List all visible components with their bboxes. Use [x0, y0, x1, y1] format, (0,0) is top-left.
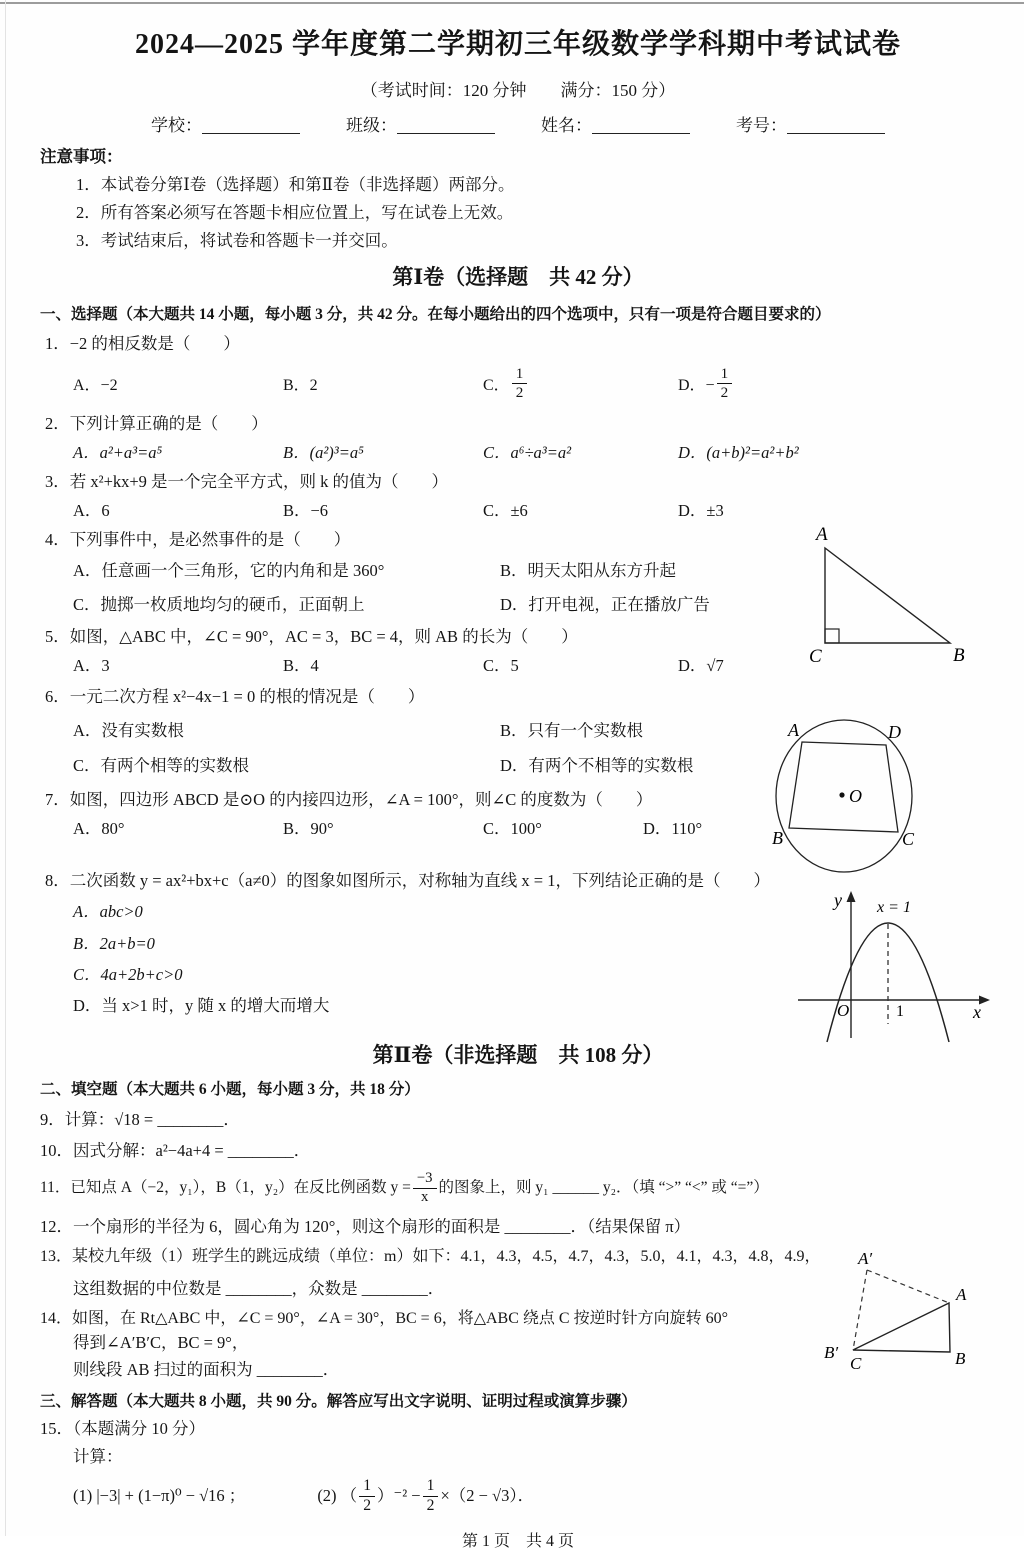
center-point-o	[839, 792, 844, 797]
q1-option-d-fraction: $\frac{1}{2}$	[717, 366, 733, 401]
q1-option-d	[678, 366, 996, 401]
q15-formula-2-p2: ）⁻² −	[377, 1486, 421, 1505]
notice-item-1: 1．本试卷分第Ⅰ卷（选择题）和第Ⅱ卷（非选择题）两部分。	[76, 175, 515, 194]
q2-options	[40, 442, 996, 464]
triangle-abc-outline	[853, 1303, 950, 1352]
exam-no-label: 考号：	[736, 116, 787, 135]
q8-parabola-figure	[790, 888, 1010, 1046]
q13-stem-line2: 这组数据的中位数是 ________，众数是 ________．	[73, 1279, 445, 1298]
q3-stem: 3．若 x²+kx+9 是一个完全平方式，则 k 的值为（ ）	[45, 472, 449, 491]
symmetry-axis-label: x = 1	[877, 899, 911, 916]
q4-option-b: B．明天太阳从东方升起	[500, 561, 677, 580]
origin-label: O	[837, 1001, 850, 1020]
vertex-label-c: C	[902, 829, 915, 849]
vertex-label-a-prime: A′	[858, 1249, 873, 1268]
vertex-label-a: A	[956, 1285, 967, 1304]
y-axis-label: y	[834, 890, 842, 910]
q8-option-d: D．当 x>1 时，y 随 x 的增大而增大	[73, 996, 330, 1015]
q2-option-c: C．a⁶÷a³=a²	[483, 443, 572, 462]
q3-option-d: D．±3	[678, 501, 724, 520]
y-axis-arrow	[847, 891, 856, 902]
q1-stem: 1．−2 的相反数是（ ）	[45, 334, 240, 353]
q7-option-d: D．110°	[643, 819, 703, 838]
q7-option-a: A．80°	[73, 819, 125, 838]
q2-stem: 2．下列计算正确的是（ ）	[45, 414, 268, 433]
name-blank	[592, 115, 690, 134]
q8-option-a: A．abc>0	[73, 902, 143, 921]
q10-stem: 10．因式分解：a²−4a+4 = ________．	[40, 1141, 311, 1160]
q15-formula-2-p1: (2) （	[317, 1486, 358, 1505]
q14-stem-line2: 得到∠A′B′C，BC = 9°，	[73, 1333, 249, 1352]
q4-option-a: A．任意画一个三角形，它的内角和是 360°	[73, 561, 385, 580]
q14-stem-line1: 14．如图，在 Rt△ABC 中，∠C = 90°，∠A = 30°，BC = 6，将△ABC 绕点 C 按逆时针方向旋转 60°	[40, 1310, 728, 1327]
q6-option-a: A．没有实数根	[73, 721, 184, 740]
q14-rotated-triangle-figure	[823, 1250, 1013, 1378]
part1-title: 第Ⅰ卷（选择题 共 42 分）	[392, 265, 644, 289]
q15-formula-2-p3: ×（2 − √3）．	[440, 1486, 535, 1505]
class-field	[346, 114, 495, 138]
q15-formulas	[40, 1472, 996, 1520]
part2-title: 第Ⅱ卷（非选择题 共 108 分）	[372, 1043, 664, 1067]
notice-title: 注意事项：	[40, 147, 123, 166]
q7-circle-quadrilateral-figure	[766, 706, 926, 878]
q1-options	[40, 357, 996, 409]
vertex-label-b-prime: B′	[824, 1343, 839, 1362]
q8-stem: 8．二次函数 y = ax²+bx+c（a≠0）的图象如图所示，对称轴为直线 x = 1，下列结论正确的是（ ）	[45, 871, 770, 890]
q5-option-d: D．√7	[678, 656, 724, 675]
notice-item-3: 3．考试结束后，将试卷和答题卡一并交回。	[76, 231, 398, 250]
vertex-label-b: B	[955, 1349, 966, 1368]
q2-option-d: D．(a+b)²=a²+b²	[678, 443, 799, 462]
vertex-label-a: A	[816, 524, 828, 545]
vertex-label-c: C	[809, 646, 822, 667]
vertex-label-d: D	[888, 722, 901, 742]
q5-option-a: A．3	[73, 656, 110, 675]
scan-artifact-left-edge	[5, 0, 6, 1536]
class-label: 班级：	[346, 116, 397, 135]
inscribed-quadrilateral-abcd	[789, 742, 898, 832]
x-tick-1-label: 1	[896, 1003, 904, 1020]
q11-stem	[40, 1166, 996, 1210]
q3-option-b: B．−6	[283, 501, 329, 520]
dashed-line-aprime-c	[853, 1270, 867, 1350]
dashed-line-aprime-a	[867, 1270, 949, 1303]
q14-stem-line3: 则线段 AB 扫过的面积为 ________．	[73, 1360, 340, 1379]
q1-option-c-fraction: $\frac{1}{2}$	[512, 366, 528, 401]
q13-stem-line1: 13．某校九年级（1）班学生的跳远成绩（单位：m）如下：4.1，4.3，4.5，4.7，4.3，5.0，4.1，4.3，4.8，4.9，	[40, 1248, 821, 1265]
q1-option-d-label: D．−	[678, 376, 715, 394]
q1-option-c	[483, 366, 678, 401]
q4-stem: 4．下列事件中，是必然事件的是（ ）	[45, 530, 351, 549]
exam-no-field	[736, 114, 885, 138]
q8-option-c: C．4a+2b+c>0	[73, 965, 183, 984]
q4-option-c: C．抛掷一枚质地均匀的硬币，正面朝上	[73, 595, 365, 614]
q6-option-d: D．有两个不相等的实数根	[500, 756, 694, 775]
q11-text-pre: 11．已知点 A（−2，y₁），B（1，y₂）在反比例函数 y =	[40, 1179, 411, 1196]
q15-formula-2-fraction-1: $\frac{1}{2}$	[359, 1478, 375, 1514]
q15-stem: 15．（本题满分 10 分）	[40, 1419, 205, 1438]
q7-option-b: B．90°	[283, 819, 334, 838]
q1-option-a: A．−2	[73, 376, 118, 394]
q2-option-b: B．(a²)³=a⁵	[283, 443, 364, 462]
q15-formula-2-fraction-2: $\frac{1}{2}$	[423, 1478, 439, 1514]
q4-option-d: D．打开电视，正在播放广告	[500, 595, 710, 614]
q8-option-b: B．2a+b=0	[73, 934, 155, 953]
section2-intro: 二、填空题（本大题共 6 小题，每小题 3 分，共 18 分）	[40, 1081, 420, 1098]
name-field	[541, 114, 690, 138]
page-number-footer: 第 1 页 共 4 页	[461, 1533, 574, 1550]
vertex-label-b: B	[772, 828, 783, 848]
section3-intro: 三、解答题（本大题共 8 小题，共 90 分。解答应写出文字说明、证明过程或演算步骤）	[40, 1393, 637, 1410]
q7-stem: 7．如图，四边形 ABCD 是⊙O 的内接四边形，∠A = 100°，则∠C 的度数为（ ）	[45, 790, 653, 809]
scan-artifact-top-line	[0, 2, 1024, 4]
vertex-label-b: B	[953, 645, 965, 666]
exam-subtitle: （考试时间：120 分钟 满分：150 分）	[360, 81, 676, 100]
q12-stem: 12．一个扇形的半径为 6，圆心角为 120°，则这个扇形的面积是 ________．（结果保留 π）	[40, 1217, 691, 1236]
q15-compute-label: 计算：	[73, 1447, 123, 1466]
student-info-row	[40, 114, 996, 138]
q6-stem: 6．一元二次方程 x²−4x−1 = 0 的根的情况是（ ）	[45, 687, 425, 706]
right-angle-mark	[825, 629, 839, 643]
q6-option-b: B．只有一个实数根	[500, 721, 644, 740]
q9-stem: 9．计算：√18 = ________．	[40, 1110, 240, 1129]
exam-no-blank	[787, 115, 885, 134]
school-blank	[202, 115, 300, 134]
q3-option-c: C．±6	[483, 501, 528, 520]
q5-option-c: C．5	[483, 656, 519, 675]
q3-option-a: A．6	[73, 501, 110, 520]
q11-fraction: $\frac{-3}{x}$	[413, 1171, 437, 1205]
vertex-label-a: A	[788, 720, 799, 740]
exam-title: 2024—2025 学年度第二学期初三年级数学学科期中考试试卷	[134, 29, 901, 60]
q7-option-c: C．100°	[483, 819, 542, 838]
q2-option-a: A．a²+a³=a⁵	[73, 443, 163, 462]
q6-option-c: C．有两个相等的实数根	[73, 756, 250, 775]
q5-stem: 5．如图，△ABC 中，∠C = 90°，AC = 3，BC = 4，则 AB 的长为（ ）	[45, 627, 578, 646]
triangle-abc-outline	[825, 548, 950, 643]
center-label-o: O	[849, 786, 862, 806]
q5-option-b: B．4	[283, 656, 319, 675]
q11-text-post: 的图象上，则 y₁ ______ y₂．（填 “>” “<” 或 “=”）	[438, 1179, 769, 1196]
class-blank	[397, 115, 495, 134]
vertex-label-c: C	[850, 1354, 862, 1373]
q1-option-b: B．2	[283, 376, 318, 394]
notice-item-2: 2．所有答案必须写在答题卡相应位置上，写在试卷上无效。	[76, 203, 514, 222]
school-field	[151, 114, 300, 138]
school-label: 学校：	[151, 116, 202, 135]
name-label: 姓名：	[541, 116, 592, 135]
q5-right-triangle-figure	[795, 518, 970, 668]
q1-option-c-label: C．	[483, 376, 510, 394]
section1-intro: 一、选择题（本大题共 14 小题，每小题 3 分，共 42 分。在每小题给出的四个选项中，只有一项是符合题目要求的）	[40, 306, 831, 323]
q15-formula-1: (1) |−3| + (1−π)⁰ − √16 ；	[73, 1486, 246, 1505]
x-axis-label: x	[973, 1002, 981, 1022]
